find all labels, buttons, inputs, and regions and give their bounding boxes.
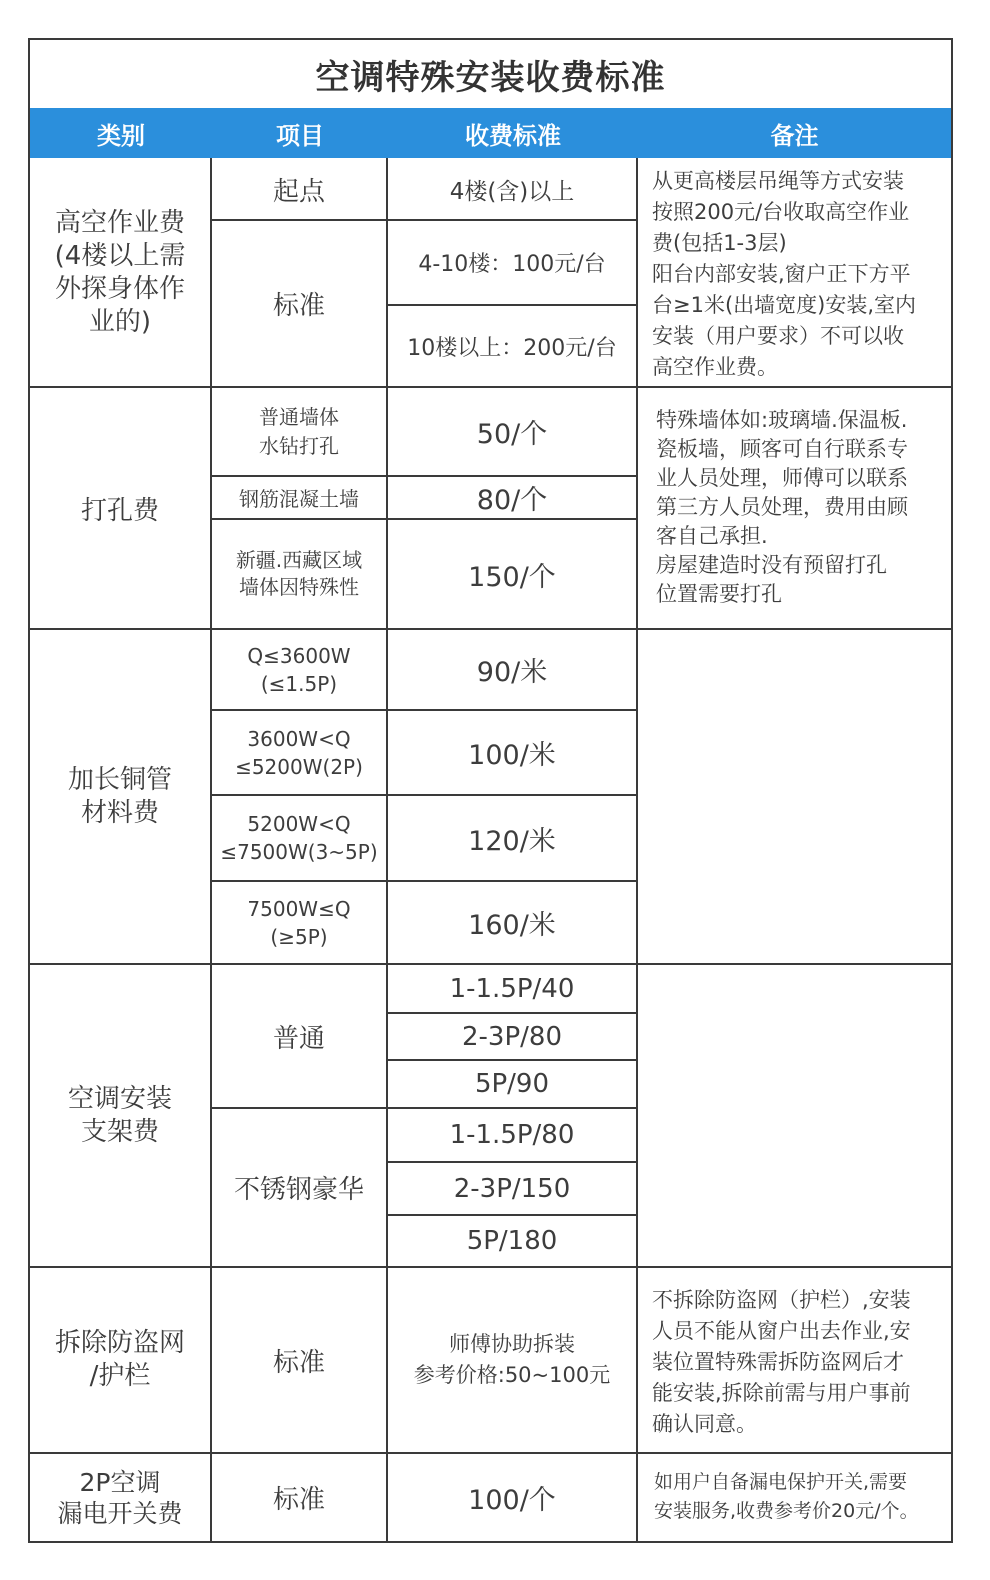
price-concrete-wall: 80/个 bbox=[476, 485, 548, 516]
item-bracket-normal: 普通 bbox=[272, 1023, 325, 1054]
item-copper-tier-1: Q≤3600W (≤1.5P) bbox=[247, 643, 351, 696]
header-item: 项目 bbox=[276, 121, 324, 150]
item-copper-tier-4: 7500W≤Q (≥5P) bbox=[247, 896, 351, 949]
item-normal-wall: 普通墙体 水钻打孔 bbox=[259, 404, 339, 458]
page-title: 空调特殊安装收费标准 bbox=[315, 57, 666, 98]
item-standard: 标准 bbox=[272, 291, 325, 321]
price-bracket-steel-3: 5P/180 bbox=[466, 1226, 558, 1256]
item-xinjiang-tibet: 新疆.西藏区域 墙体因特殊性 bbox=[235, 548, 363, 599]
category-anti-theft: 拆除防盗网 /护栏 bbox=[54, 1328, 185, 1391]
header-remarks: 备注 bbox=[770, 121, 819, 150]
note-anti-theft: 不拆除防盗网（护栏）,安装 人员不能从窗户出去作业,安 装位置特殊需拆防盗网后才 能安装,拆除前需与用户事前 确认同意。 bbox=[652, 1288, 911, 1436]
price-copper-tier-3: 120/米 bbox=[468, 825, 556, 857]
category-drilling: 打孔费 bbox=[80, 495, 159, 526]
note-high-altitude: 从更高楼层吊绳等方式安装 按照200元/台收取高空作业 费(包括1-3层) 阳台内部安装,窗户正下方平 台≥1米(出墙宽度)安装,室内 安装（用户要求）不可以收 高空作业费。 bbox=[652, 169, 917, 379]
price-4-10-floors: 4-10楼：100元/台 bbox=[418, 252, 606, 277]
price-normal-wall: 50/个 bbox=[476, 419, 548, 450]
price-bracket-steel-1: 1-1.5P/80 bbox=[449, 1120, 575, 1150]
price-xinjiang-tibet: 150/个 bbox=[468, 561, 556, 593]
item-concrete-wall: 钢筋混凝土墙 bbox=[239, 487, 359, 511]
header-standard: 收费标准 bbox=[465, 121, 561, 150]
item-anti-theft: 标准 bbox=[272, 1347, 325, 1378]
item-copper-tier-2: 3600W<Q ≤5200W(2P) bbox=[235, 726, 363, 779]
item-bracket-steel: 不锈钢豪华 bbox=[233, 1175, 364, 1205]
note-drilling: 特殊墙体如:玻璃墙.保温板. 瓷板墙，顾客可自行联系专 业人员处理，师傅可以联系 第三方人员处理，费用由顾 客自己承担. 房屋建造时没有预留打孔 位置需要打孔 bbox=[656, 408, 908, 606]
category-copper-pipe: 加长铜管 材料费 bbox=[67, 764, 172, 828]
price-10-plus-floors: 10楼以上：200元/台 bbox=[407, 335, 617, 361]
category-bracket: 空调安装 支架费 bbox=[67, 1083, 172, 1147]
category-leakage-switch: 2P空调 漏电开关费 bbox=[57, 1467, 183, 1528]
price-bracket-normal-1: 1-1.5P/40 bbox=[449, 973, 575, 1004]
price-bracket-normal-3: 5P/90 bbox=[474, 1069, 550, 1099]
note-leakage-switch: 如用户自备漏电保护开关,需要 安装服务,收费参考价20元/个。 bbox=[654, 1471, 919, 1522]
price-copper-tier-2: 100/米 bbox=[468, 740, 556, 771]
price-anti-theft: 师傅协助拆装 参考价格:50~100元 bbox=[413, 1332, 611, 1387]
price-copper-tier-4: 160/米 bbox=[468, 910, 556, 941]
item-leakage-switch: 标准 bbox=[272, 1485, 325, 1515]
price-start-point: 4楼(含)以上 bbox=[449, 179, 575, 205]
table-header bbox=[30, 108, 951, 158]
price-bracket-normal-2: 2-3P/80 bbox=[462, 1021, 562, 1052]
price-copper-tier-1: 90/米 bbox=[476, 657, 548, 688]
item-copper-tier-3: 5200W<Q ≤7500W(3~5P) bbox=[220, 812, 378, 864]
column-divider bbox=[636, 158, 638, 1543]
item-start-point: 起点 bbox=[272, 177, 325, 207]
price-bracket-steel-2: 2-3P/150 bbox=[453, 1173, 571, 1204]
price-leakage-switch: 100/个 bbox=[468, 1485, 556, 1516]
header-category: 类别 bbox=[97, 121, 145, 150]
category-high-altitude: 高空作业费 (4楼以上需 外探身体作 业的) bbox=[54, 208, 186, 337]
